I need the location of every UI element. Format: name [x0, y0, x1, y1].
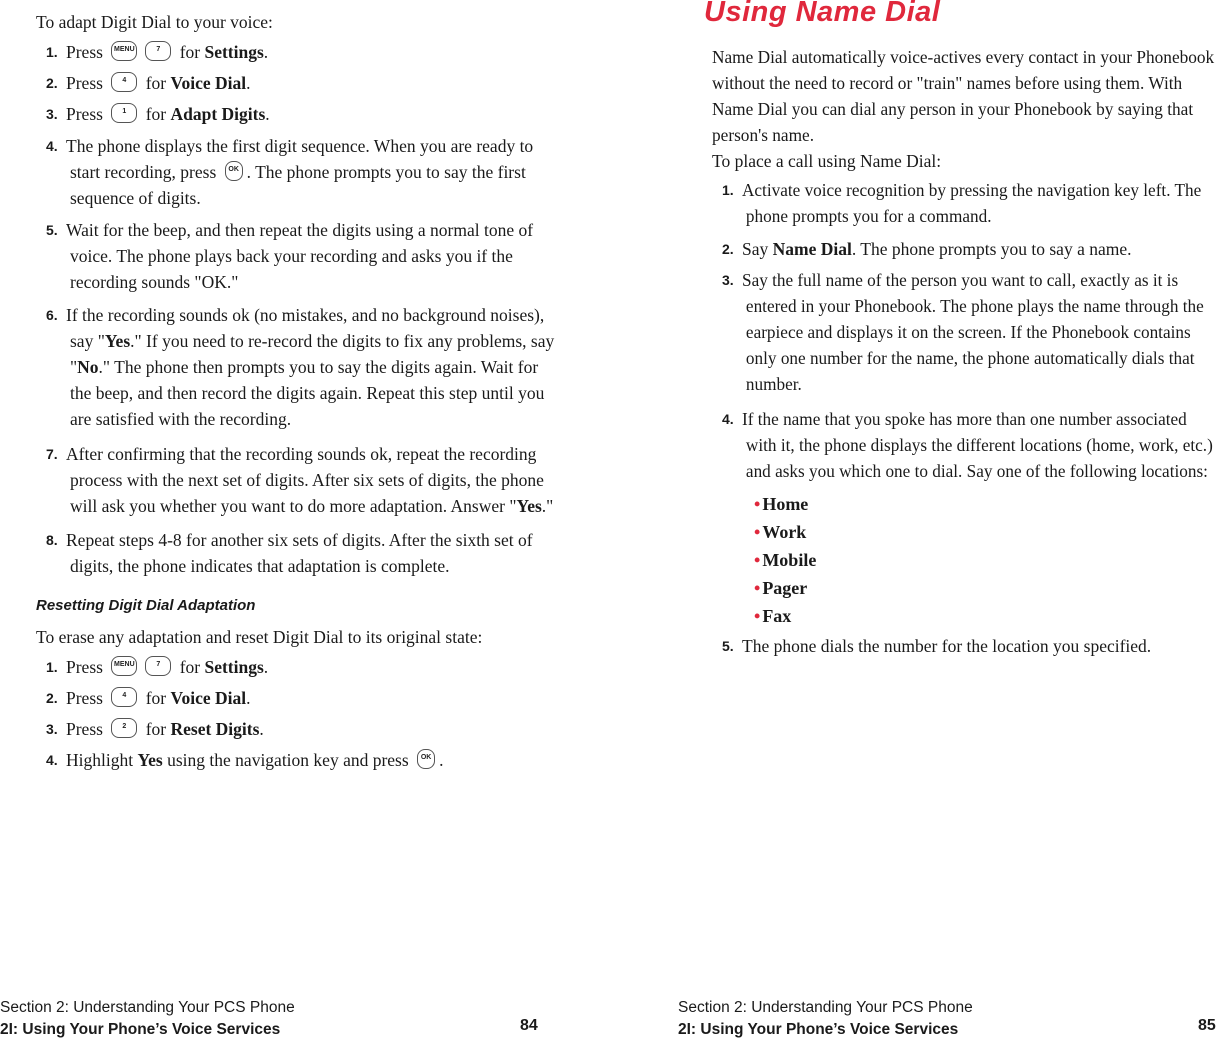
paragraph-line: person's name. — [712, 125, 815, 145]
step-number: 5. — [46, 222, 58, 238]
section-subheading: Resetting Digit Dial Adaptation — [36, 597, 256, 614]
paragraph-line: Name Dial automatically voice-actives every contact in your Phonebook — [712, 47, 1215, 67]
step-number: 6. — [46, 307, 58, 323]
step-text: number. — [745, 374, 802, 394]
step-text: Press — [66, 688, 103, 708]
location-bullet-work: • Work — [754, 522, 807, 542]
step-text: recording sounds "OK." — [70, 272, 239, 292]
step-text: for — [179, 657, 201, 677]
menu-option-label: Adapt Digits — [170, 104, 266, 124]
no-answer: No — [77, 357, 99, 377]
ok-key-icon: OK — [225, 161, 243, 181]
location-bullet-home: • Home — [754, 494, 809, 514]
step-number: 2. — [46, 75, 58, 91]
step-text: Wait for the beep, and then repeat the digits using a normal tone of — [66, 220, 534, 240]
step-number: 3. — [722, 272, 734, 288]
step-text: phone prompts you for a command. — [745, 206, 992, 226]
step-number: 1. — [46, 659, 58, 675]
key-7-icon: 7 — [145, 656, 171, 676]
step-number: 1. — [722, 182, 734, 198]
page-title: Using Name Dial — [704, 0, 941, 28]
step-text: Press — [66, 104, 103, 124]
step-text: Press — [66, 73, 103, 93]
step-text: voice. The phone plays back your recording and asks you if the — [70, 246, 513, 266]
right-page — [676, 0, 1218, 1040]
step-text: After confirming that the recording sounds ok, repeat the recording — [66, 444, 537, 464]
location-bullet-mobile: • Mobile — [754, 550, 817, 570]
key-1-icon: 1 — [111, 103, 137, 123]
page-footer — [0, 997, 295, 1041]
paragraph-line: without the need to record or "train" names before using them. With — [712, 73, 1183, 93]
step-text: Press — [66, 719, 103, 739]
key-7-icon: 7 — [145, 41, 171, 61]
menu-option-label: Voice Dial — [170, 688, 247, 708]
step-number: 7. — [46, 446, 58, 462]
step-number: 5. — [722, 638, 734, 654]
step-number: 2. — [722, 241, 734, 257]
key-4-icon: 4 — [111, 687, 137, 707]
menu-key-icon: MENU — [111, 41, 137, 61]
step-text: process with the next set of digits. After six sets of digits, the phone — [70, 470, 544, 490]
bullet-icon: • — [754, 522, 761, 542]
step-text: The phone displays the first digit sequence. When you are ready to — [66, 136, 534, 156]
footer-chapter: 2I: Using Your Phone’s Voice Services — [0, 1021, 281, 1038]
menu-option-label: Reset Digits — [170, 719, 260, 739]
bullet-icon: • — [754, 550, 761, 570]
step-number: 4. — [46, 752, 58, 768]
step-text: for — [179, 42, 201, 62]
page-footer — [678, 997, 973, 1041]
page-number: 85 — [1198, 1017, 1216, 1034]
step-text: Highlight — [66, 750, 134, 770]
yes-answer: Yes — [104, 331, 131, 351]
yes-answer: Yes — [516, 496, 542, 516]
intro-paragraph — [712, 44, 1215, 148]
location-bullet-pager: • Pager — [754, 578, 808, 598]
step-text: If the recording sounds ok (no mistakes, and no background noises), — [66, 305, 545, 325]
bullet-icon: • — [754, 578, 761, 598]
step-number: 4. — [722, 411, 734, 427]
step-text: are satisfied with the recording. — [70, 409, 292, 429]
step-text: for — [145, 104, 167, 124]
step-number: 1. — [46, 44, 58, 60]
intro-text: To place a call using Name Dial: — [712, 151, 942, 171]
key-4-icon: 4 — [111, 72, 137, 92]
yes-answer: Yes — [137, 750, 163, 770]
step-text: Activate voice recognition by pressing the navigation key left. The — [742, 180, 1202, 200]
step-number: 2. — [46, 690, 58, 706]
step-text: only one number for the name, the phone automatically dials that — [745, 348, 1195, 368]
step-text: Press — [66, 42, 103, 62]
menu-option-label: Voice Dial — [170, 73, 247, 93]
footer-section: Section 2: Understanding Your PCS Phone — [678, 999, 973, 1016]
step-number: 3. — [46, 106, 58, 122]
step-text: for — [145, 73, 167, 93]
step-text: Say the full name of the person you want to call, exactly as it is — [742, 270, 1179, 290]
step-text: earpiece and displays it on the screen. If the Phonebook contains — [745, 322, 1191, 342]
location-bullet-fax: • Fax — [754, 606, 792, 626]
step-text: . The phone prompts you to say a name. — [851, 239, 1132, 259]
page-number: 84 — [520, 1017, 538, 1034]
bullet-icon: • — [754, 494, 761, 514]
command-label: Name Dial — [772, 239, 852, 259]
menu-option-label: Settings — [204, 657, 264, 677]
intro-text: To adapt Digit Dial to your voice: — [36, 12, 273, 32]
step-text: Repeat steps 4-8 for another six sets of digits. After the sixth set of — [66, 530, 533, 550]
menu-option-label: Settings — [204, 42, 264, 62]
step-number: 3. — [46, 721, 58, 737]
step-text: start recording, press — [70, 162, 217, 182]
menu-key-icon: MENU — [111, 656, 137, 676]
step-text: Press — [66, 657, 103, 677]
step-text: the beep, and then record the digits again. Repeat this step until you — [70, 383, 545, 403]
left-page: To adapt Digit Dial to your voice: 1. Press MENU 7 for Settings. 2. Press 4 for Voice Dial. 3. Press 1 for Adapt Digits. 4. The phone displays the first digit sequence. When you are ready to start recording, press OK . The phone prompts you to say the first sequence of digits. 5. Wait for the beep, and then repeat the digits using a normal tone of voice. The phone plays back your recording and asks you if the recording sounds "OK." 6. If the recording sounds ok (no mistakes, and no background noises), say "Yes." If you need to re-record the digits to fix any problems, say "No." The phone then prompts you to say the digits again. Wait for the beep, and then record the digits again. Repeat this step until you are satisfied with the recording. 7. After confirming that the recording sounds ok, repeat the recording process with the next set of digits. After six sets of digits, the phone will ask you whether you want to do more adaptation. Answer "Yes." 8. Repeat steps 4-8 for another six sets of digits. After the sixth set of digits, the phone indicates that adaptation is complete. Resetting Digit Dial Adaptation To erase any adaptation and reset Digit Dial to its original state: 1. Press MENU 7 for Settings. 2. Press 4 for Voice Dial. 3. Press 2 for Reset Digits. 4. Highlight Yes using the navigation key and press OK . Section 2: Understanding Your PCS Phone 2I: Using Your Phone’s Voice Services 84 — [0, 0, 600, 1040]
ok-key-icon: OK — [417, 749, 435, 769]
step-text: using the navigation key and press — [167, 750, 409, 770]
step-text: with it, the phone displays the different locations (home, work, etc.) — [745, 435, 1213, 455]
step-text: entered in your Phonebook. The phone plays the name through the — [745, 296, 1204, 316]
step-text: If the name that you spoke has more than one number associated — [742, 409, 1187, 429]
step-text: and asks you which one to dial. Say one of the following locations: — [745, 461, 1208, 481]
step-number: 4. — [46, 138, 58, 154]
step-text: . The phone prompts you to say the first — [246, 162, 526, 182]
footer-chapter: 2I: Using Your Phone’s Voice Services — [678, 1021, 959, 1038]
paragraph-line: Name Dial you can dial any person in your Phonebook by saying that — [712, 99, 1194, 119]
key-2-icon: 2 — [111, 718, 137, 738]
bullet-icon: • — [754, 606, 761, 626]
step-text: The phone dials the number for the location you specified. — [742, 636, 1152, 656]
intro-text: To erase any adaptation and reset Digit Dial to its original state: — [36, 627, 483, 647]
step-text: Say — [742, 239, 769, 259]
step-text: for — [145, 719, 167, 739]
footer-section: Section 2: Understanding Your PCS Phone — [0, 999, 295, 1016]
step-text: digits, the phone indicates that adaptation is complete. — [70, 556, 450, 576]
step-text: sequence of digits. — [70, 188, 201, 208]
step-text: for — [145, 688, 167, 708]
step-number: 8. — [46, 532, 58, 548]
